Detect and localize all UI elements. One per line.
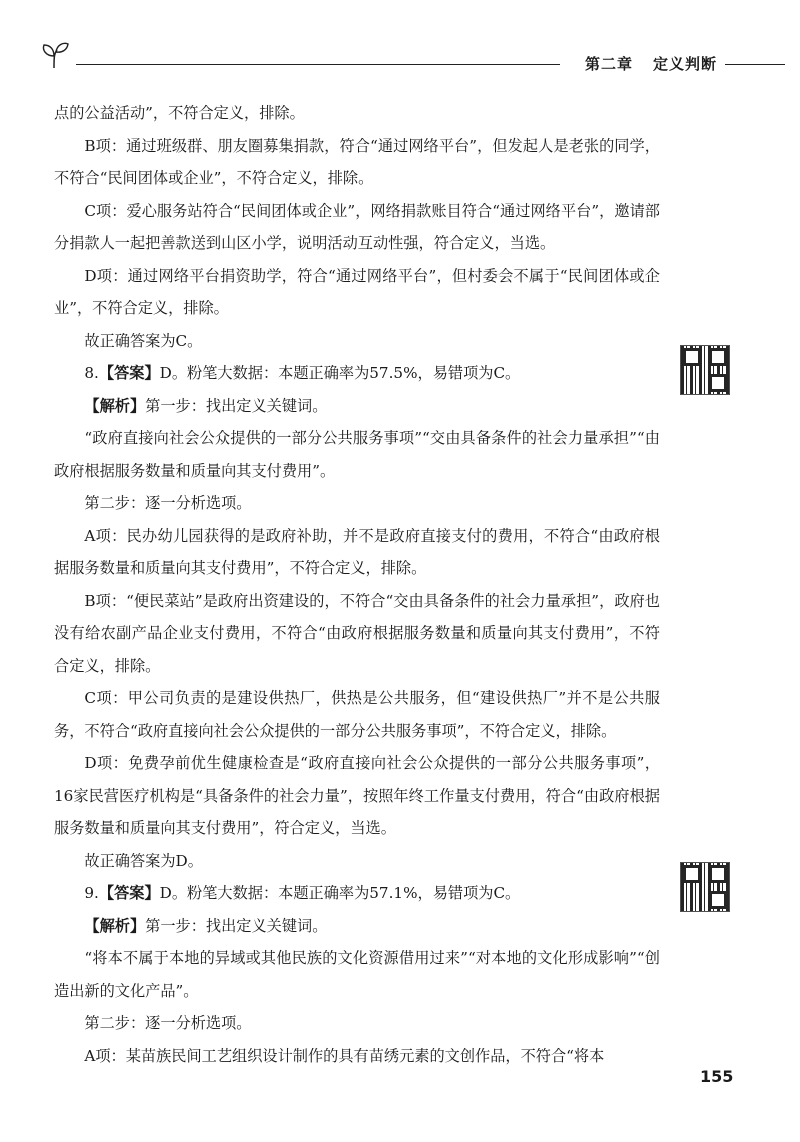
paragraph [54, 682, 660, 747]
section-label: 定义判断 [652, 55, 717, 73]
bracket-label: 【答案】 [98, 364, 160, 382]
paragraph-text: D项：免费孕前优生健康检查是“政府直接向社会公众提供的一部分公共服务事项”，16家民营医疗机构是“具备条件的社会力量”，按照年终工作量支付费用，符合“由政府根据服务数量和质量向其支付费用”，符合定义，当选。 [54, 754, 660, 837]
question-number: 9. [84, 884, 99, 902]
bracket-label: 【解析】 [84, 916, 146, 935]
paragraph-text: “政府直接向社会公众提供的一部分公共服务事项”“交由具备条件的社会力量承担”“由政府根据服务数量和质量向其支付费用”。 [54, 429, 660, 480]
paragraph-text: D。粉笔大数据：本题正确率为57.1%，易错项为C。 [159, 884, 521, 902]
paragraph-text: 第二步：逐一分析选项。 [84, 1014, 252, 1032]
header-title [585, 53, 717, 74]
paragraph-text: B项：“便民菜站”是政府出资建设的，不符合“交由具备条件的社会力量承担”，政府也没有给农副产品企业支付费用，不符合“由政府根据服务数量和质量向其支付费用”，不符合定义，排除。 [54, 591, 660, 675]
answer-explanation-text [54, 97, 660, 1072]
paragraph-text: A项：民办幼儿园获得的是政府补助，并不是政府直接支付的费用，不符合“由政府根据服务数量和质量向其支付费用”，不符合定义，排除。 [54, 526, 660, 577]
header-rule [76, 64, 560, 65]
paragraph [54, 520, 660, 585]
paragraph-text: D。粉笔大数据：本题正确率为57.5%，易错项为C。 [159, 364, 521, 382]
sprout-logo-icon [40, 40, 76, 70]
paragraph [54, 747, 660, 845]
page-number: 155 [700, 1067, 734, 1086]
paragraph [54, 195, 660, 260]
paragraph-text: “将本不属于本地的异域或其他民族的文化资源借用过来”“对本地的文化形成影响”“创造出新的文化产品”。 [54, 949, 660, 1000]
paragraph-text: 故正确答案为C。 [84, 331, 203, 350]
paragraph [54, 1007, 660, 1040]
bracket-label: 【解析】 [84, 396, 146, 415]
paragraph [54, 97, 660, 130]
paragraph [54, 357, 660, 390]
page-header [40, 36, 785, 76]
paragraph-text: 点的公益活动”，不符合定义，排除。 [54, 104, 305, 122]
question-number: 8. [84, 364, 99, 382]
paragraph [54, 942, 660, 1007]
paragraph-text: 故正确答案为D。 [84, 851, 203, 870]
chapter-label: 第二章 [584, 55, 633, 73]
paragraph-text: B项：通过班级群、朋友圈募集捐款，符合“通过网络平台”，但发起人是老张的同学，不符合“民间团体或企业”，不符合定义，排除。 [54, 136, 660, 187]
paragraph-text: A项：某苗族民间工艺组织设计制作的具有苗绣元素的文创作品，不符合“将本 [84, 1046, 605, 1065]
paragraph-text: 第二步：逐一分析选项。 [84, 494, 252, 512]
paragraph-text: 第一步：找出定义关键词。 [145, 916, 328, 935]
paragraph [54, 422, 660, 487]
paragraph-text: C项：甲公司负责的是建设供热厂，供热是公共服务，但“建设供热厂”并不是公共服务，不符合“政府直接向社会公众提供的一部分公共服务事项”，不符合定义，排除。 [54, 689, 660, 740]
header-rule-right [725, 64, 785, 65]
paragraph [54, 910, 660, 943]
bracket-label: 【答案】 [98, 884, 160, 902]
paragraph [54, 1040, 660, 1073]
paragraph [54, 585, 660, 683]
qr-code-icon[interactable] [680, 345, 730, 395]
qr-code-icon[interactable] [680, 862, 730, 912]
paragraph [54, 845, 660, 878]
paragraph [54, 130, 660, 195]
paragraph [54, 260, 660, 325]
paragraph-text: C项：爱心服务站符合“民间团体或企业”，网络捐款账目符合“通过网络平台”，邀请部分捐款人一起把善款送到山区小学，说明活动互动性强，符合定义，当选。 [54, 201, 660, 252]
paragraph [54, 325, 660, 358]
paragraph-text: 第一步：找出定义关键词。 [145, 396, 328, 415]
paragraph [54, 877, 660, 910]
paragraph [54, 487, 660, 520]
paragraph [54, 390, 660, 423]
paragraph-text: D项：通过网络平台捐资助学，符合“通过网络平台”，但村委会不属于“民间团体或企业”，不符合定义，排除。 [54, 266, 660, 317]
